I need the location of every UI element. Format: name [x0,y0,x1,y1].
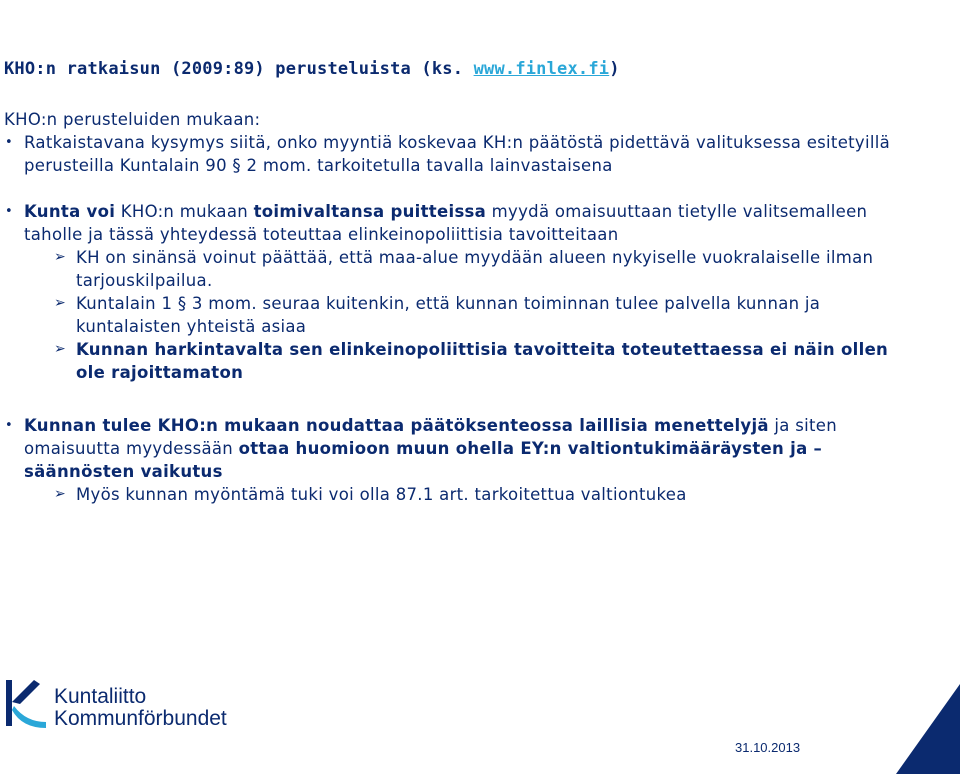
subbullet-discretion-text: Kunnan harkintavalta sen elinkeinopoliittisia tavoitteita toteutettaessa ei näin ollen ole rajoittamaton [76,340,889,382]
finlex-link[interactable]: www.finlex.fi [473,59,610,79]
bullet3-text1: ja siten omaisuutta myydessään [24,416,838,458]
subbullet-discretion [4,338,904,384]
intro-text: KHO:n perusteluiden mukaan: [4,110,261,129]
bullet2-text2: myydä omaisuuttaan tietylle valitsemalleen taholle ja tässä yhteydessä toteuttaa elinkeinopoliittisia tavoitteitaan [24,202,868,244]
bullet3-bold2: ottaa huomioon muun ohella EY:n valtiontukimääräysten ja –säännösten vaikutus [24,439,823,481]
logo-line-2: Kommunförbundet [54,707,227,730]
footer-date: 31.10.2013 [735,740,801,755]
bullet3-bold1: Kunnan tulee KHO:n mukaan noudattaa päätöksenteossa laillisia menettelyjä [24,416,769,435]
bullet-competence [4,200,904,246]
slide-title [4,59,620,79]
corner-decoration [896,684,960,774]
bullet2-bold2: toimivaltansa puitteissa [253,202,487,221]
bullet-state-aid [4,414,904,483]
bullet2-bold1: Kunta voi [24,202,116,221]
title-suffix: ) [609,59,620,79]
logo-line-1: Kuntaliitto [54,685,147,708]
logo-text [54,686,227,730]
subbullet-sale [4,246,904,292]
title-prefix: KHO:n ratkaisun (2009:89) perusteluista (ks. [4,59,474,79]
arrow-icon: ➢ [54,249,67,265]
bullet2-text1: KHO:n mukaan [115,202,254,221]
arrow-icon: ➢ [54,295,67,311]
arrow-icon: ➢ [54,341,67,357]
subbullet-kuntalaki [4,292,904,338]
arrow-icon: ➢ [54,486,67,502]
subbullet-aid [4,483,904,506]
kuntaliitto-logo-icon [0,672,52,736]
slide-body [4,108,904,506]
subbullet-kuntalaki-text: Kuntalain 1 § 3 mom. seuraa kuitenkin, että kunnan toiminnan tulee palvella kunnan ja kuntalaisten yhteistä asiaa [76,294,821,336]
subbullet-sale-text: KH on sinänsä voinut päättää, että maa-alue myydään alueen nykyiselle vuokralaiselle ilman tarjouskilpailua. [76,248,874,290]
bullet-question: • Ratkaistavana kysymys siitä, onko myyntiä koskevaa KH:n päätöstä pidettävä valituksessa esitetyillä perusteilla Kuntalain 90 § 2 mom. tarkoitetulla tavalla lainvastaisena [4,131,904,177]
subbullet-aid-text: Myös kunnan myöntämä tuki voi olla 87.1 art. tarkoitettua valtiontukea [76,485,687,504]
